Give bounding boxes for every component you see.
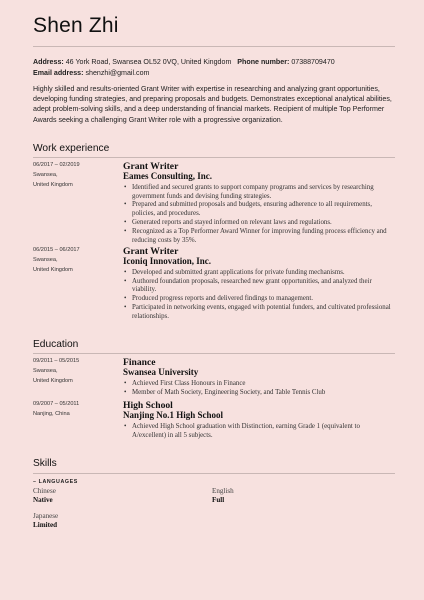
work-entry-2-country: United Kingdom — [33, 266, 73, 273]
work-entry-2 — [123, 247, 395, 322]
contact-line-2 — [33, 68, 395, 79]
bullet-item: • Prepared and submitted proposals and budgets, ensuring adherence to all requirements, policies, and procedures. — [123, 201, 395, 219]
education-entry-1-title: Finance — [123, 357, 156, 368]
education-entry-1 — [123, 358, 395, 397]
work-entry-1-country: United Kingdom — [33, 181, 73, 188]
education-entry-1-city: Swansea, — [33, 367, 58, 374]
work-experience-divider — [33, 157, 395, 158]
education-entry-2-org: Nanjing No.1 High School — [123, 410, 224, 420]
education-entry-1-org: Swansea University — [123, 367, 199, 377]
work-entry-2-meta — [33, 246, 113, 275]
work-entry-1-meta — [33, 161, 113, 190]
bullet-item: • Achieved High School graduation with Distinction, earning Grade 1 (equivalent to A/excellent) in all 5 subjects. — [123, 423, 395, 441]
bullet-item: • Produced progress reports and delivered findings to management. — [123, 295, 395, 304]
address-label: Address: — [33, 58, 64, 66]
skills-divider — [33, 473, 395, 474]
education-entry-1-dates: 09/2011 – 05/2015 — [33, 358, 80, 364]
education-entry-1-meta — [33, 357, 113, 386]
candidate-name: Shen Zhi — [33, 14, 119, 37]
bullet-item: • Authored foundation proposals, researched new grant opportunities, and analyzed their viability. — [123, 278, 395, 296]
phone-value: 07388709470 — [291, 58, 335, 66]
email-value: shenzhi@gmail.com — [85, 68, 150, 77]
bullet-item: • Generated reports and stayed informed on relevant laws and regulations. — [123, 219, 395, 228]
work-experience-heading: Work experience — [33, 143, 110, 154]
work-entry-2-dates: 06/2015 – 06/2017 — [33, 247, 80, 253]
contact-block — [33, 57, 395, 78]
work-entry-1 — [123, 162, 395, 246]
language-level: Native — [33, 495, 53, 504]
language-item-chinese — [33, 487, 56, 504]
header-divider — [33, 46, 395, 47]
bullet-item: • Developed and submitted grant applications for private funding mechanisms. — [123, 269, 395, 278]
bullet-item: • Member of Math Society, Engineering Society, and Table Tennis Club — [123, 389, 395, 398]
bullet-item: • Achieved First Class Honours in Finance — [123, 380, 395, 389]
profile-summary: Highly skilled and results-oriented Grant Writer with expertise in researching and analyzing grant opportunities, developing funding strategies, and preparing proposals and budgets. Demonstrates exceptional analytical abilities, adept problem-solving skills, and a deep understanding of financial markets. Recipient of multiple Top Performer Awards seeking a challenging Grant Writer role with a progressive organization. — [33, 85, 392, 124]
education-entry-1-bullets — [123, 380, 395, 398]
language-name: Japanese — [33, 512, 59, 520]
email-label: Email address: — [33, 68, 84, 77]
bullet-item: • Participated in networking events, engaged with potential funders, and cultivated professional relationships. — [123, 304, 395, 322]
work-entry-1-title: Grant Writer — [123, 161, 179, 172]
education-entry-2-title: High School — [123, 400, 173, 411]
languages-heading: – LANGUAGES — [33, 479, 78, 485]
language-item-japanese — [33, 512, 58, 529]
bullet-item: • Identified and secured grants to support company programs and services by researching government funds and devising funding strategies. — [123, 184, 395, 202]
language-level: Limited — [33, 520, 58, 529]
work-entry-2-title: Grant Writer — [123, 246, 179, 257]
education-divider — [33, 353, 395, 354]
work-entry-1-bullets — [123, 184, 395, 246]
education-entry-2-meta — [33, 400, 113, 420]
education-entry-2-dates: 09/2007 – 05/2011 — [33, 401, 80, 407]
language-name: Chinese — [33, 487, 56, 495]
work-entry-1-org: Eames Consulting, Inc. — [123, 171, 213, 181]
language-level: Full — [212, 495, 225, 504]
work-entry-1-dates: 06/2017 – 02/2019 — [33, 162, 80, 168]
education-heading: Education — [33, 339, 79, 350]
language-item-english — [212, 487, 234, 504]
skills-heading: Skills — [33, 458, 57, 469]
education-entry-2-city: Nanjing, China — [33, 410, 70, 417]
work-entry-2-city: Swansea, — [33, 256, 58, 263]
education-entry-1-country: United Kingdom — [33, 377, 73, 384]
address-value: 46 York Road, Swansea OL52 0VQ, United Kingdom — [65, 58, 232, 66]
work-entry-2-bullets — [123, 269, 395, 322]
contact-line-1 — [33, 57, 395, 68]
work-entry-1-city: Swansea, — [33, 171, 58, 178]
language-name: English — [212, 487, 234, 495]
education-entry-2 — [123, 401, 395, 440]
education-entry-2-bullets — [123, 423, 395, 441]
bullet-item: • Recognized as a Top Performer Award Winner for improving funding process efficiency and reducing costs by 35%. — [123, 228, 395, 246]
phone-label: Phone number: — [237, 58, 290, 66]
work-entry-2-org: Iconiq Innovation, Inc. — [123, 256, 212, 266]
